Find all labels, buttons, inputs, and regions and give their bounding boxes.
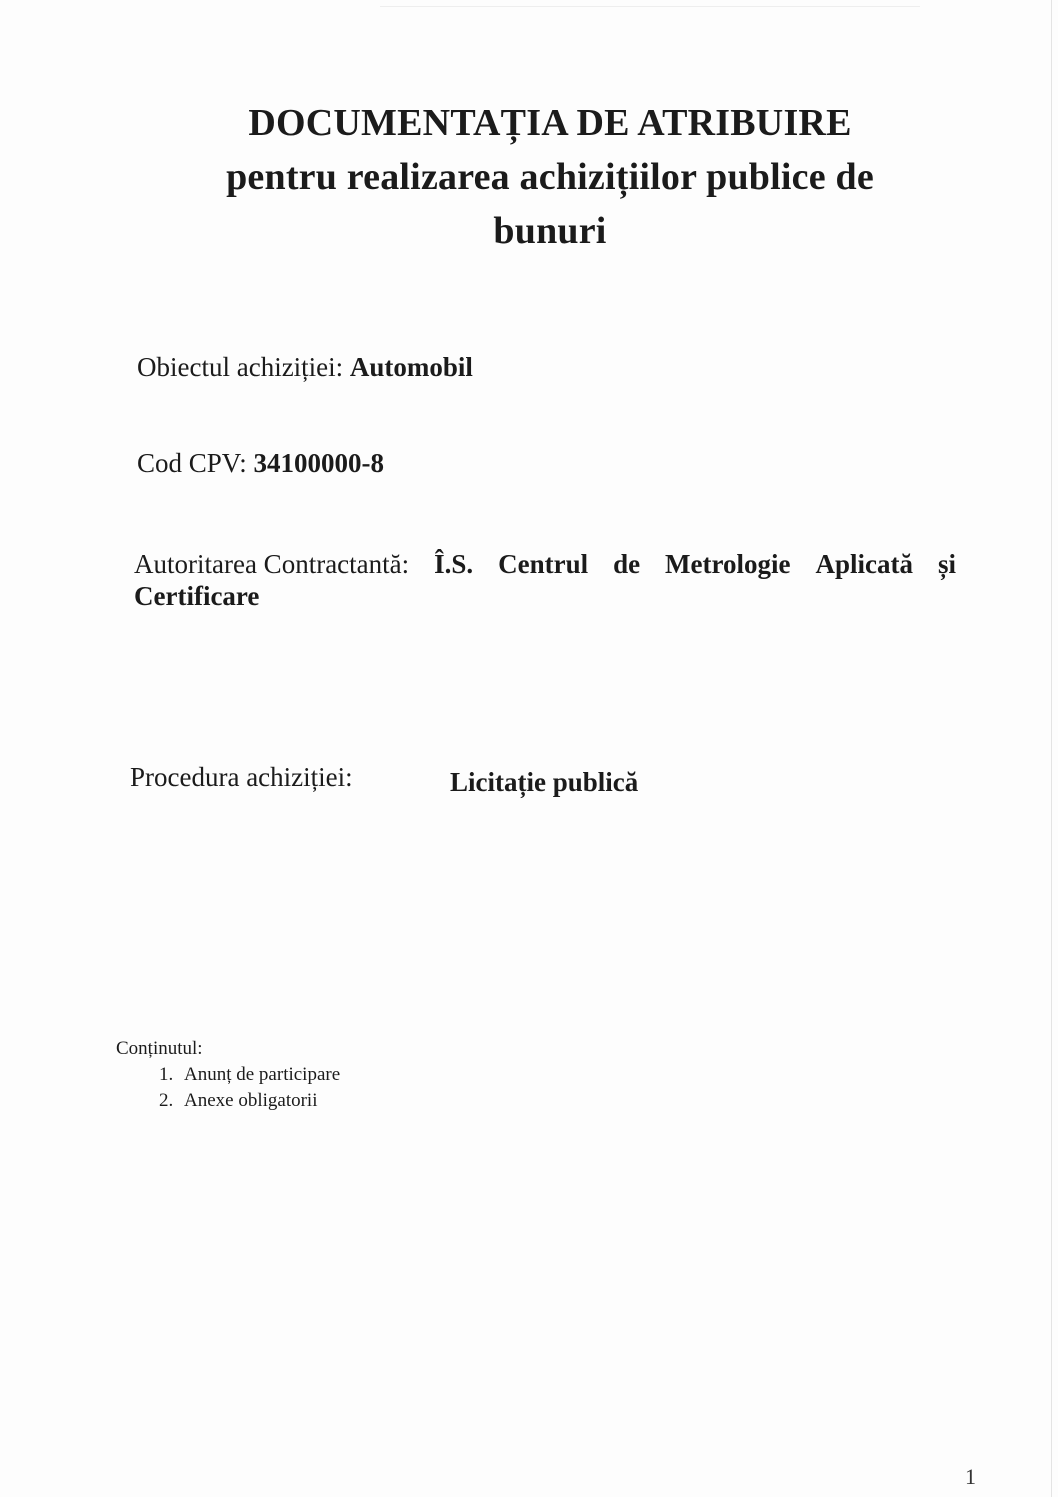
obiect-value: Automobil (349, 352, 473, 382)
document-title (150, 96, 950, 258)
contents-heading: Conținutul: (116, 1038, 203, 1059)
autoritate-line-1 (134, 548, 956, 580)
autoritate-label: Autoritarea Contractantă: (134, 549, 410, 579)
autoritate-value-line-2: Certificare (134, 581, 260, 611)
contents-list (116, 1062, 340, 1114)
title-line-3: bunuri (493, 210, 607, 252)
cpv-value: 34100000-8 (253, 448, 385, 478)
autoritate-value-word: Î.S. (434, 549, 474, 579)
obiect-field (137, 350, 473, 384)
cpv-label: Cod CPV: (137, 448, 247, 478)
list-item: 2. Anexe obligatorii (178, 1088, 340, 1114)
obiect-label: Obiectul achiziției: (137, 352, 344, 382)
procedura-label: Procedura achiziției: (130, 762, 353, 792)
contents-section (116, 1036, 340, 1114)
procedura-value: Licitație publică (450, 767, 639, 797)
scan-edge-line (1051, 0, 1052, 1497)
autoritate-value-word: Metrologie (665, 549, 791, 579)
autoritate-value-word: și (937, 549, 956, 579)
scan-edge-line (380, 6, 920, 7)
autoritate-value-word: Aplicată (815, 549, 913, 579)
autoritate-field (134, 548, 956, 612)
procedura-field (130, 760, 830, 797)
title-line-1: DOCUMENTAȚIA DE ATRIBUIRE (248, 102, 852, 144)
page-number: 1 (965, 1464, 976, 1489)
autoritate-value-word: de (613, 549, 641, 579)
title-line-2: pentru realizarea achizițiilor publice de (226, 156, 874, 198)
autoritate-value-word: Centrul (498, 549, 589, 579)
list-item: 1. Anunț de participare (178, 1062, 340, 1088)
cpv-field (137, 446, 384, 480)
